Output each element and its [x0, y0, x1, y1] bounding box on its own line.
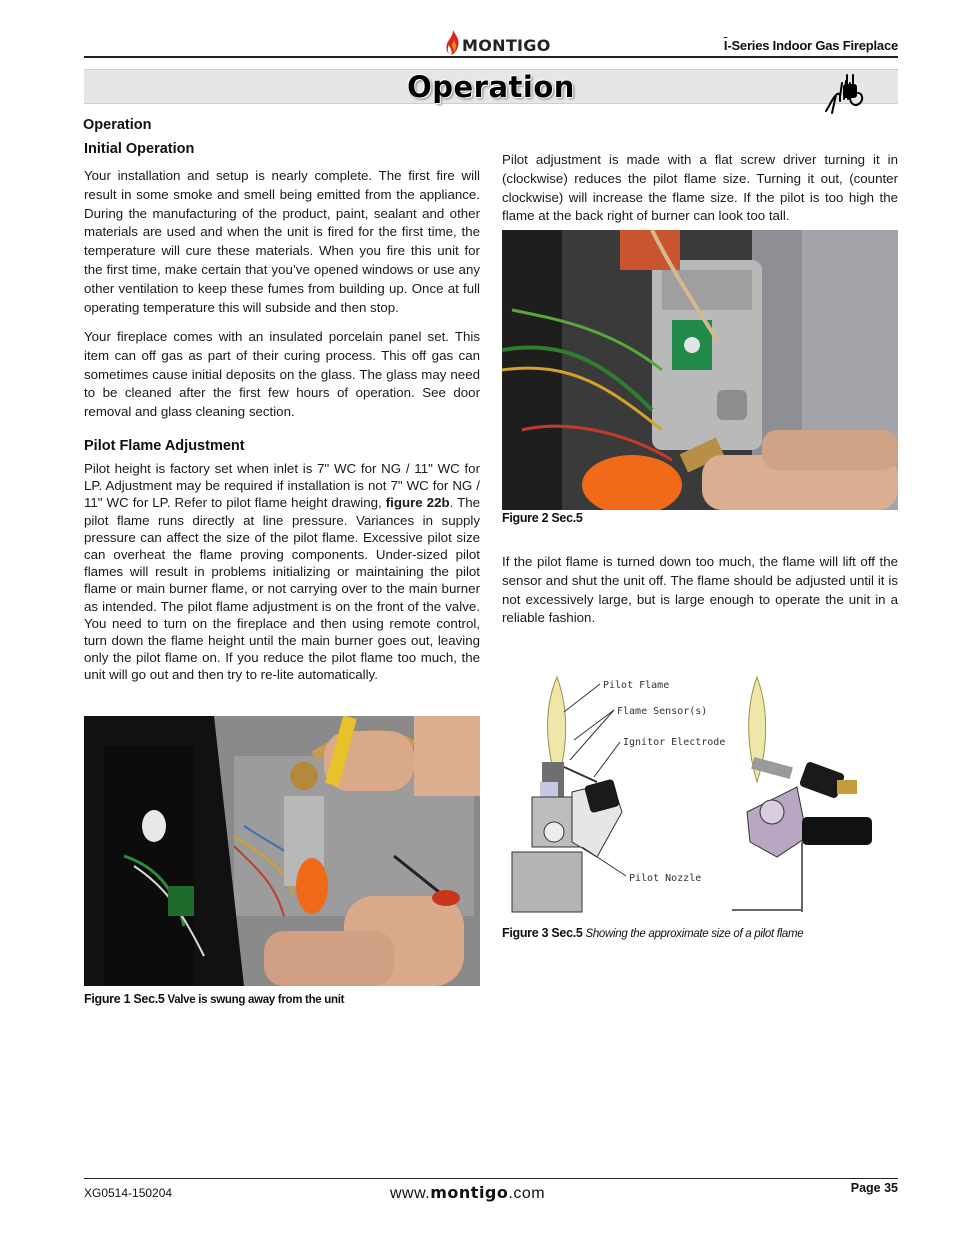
footer-rule — [84, 1178, 898, 1179]
figure-3-caption — [502, 926, 803, 940]
pilot-text-b: . The pilot flame runs directly at line pressure. Variances in supply pressure can affect the size of the pilot flame. Excessive pilot size can overheat the flame proving components. Under-sized pilot flames will result in problems initializing or maintaining the pilot flame or main burner flame, or not carrying over to the main burner as intended. The pilot flame adjustment is on the front of the valve. You need to turn on the fireplace and then using remote control, turn down the flame height until the main burner goes out, leaving only the pilot flame on. If you reduce the pilot flame too much, the unit will go out and then try to re-lite automatically. — [84, 495, 481, 683]
figure-3-pilot-diagram — [502, 672, 898, 917]
section-title-band — [84, 69, 898, 104]
figure-2-caption — [502, 511, 583, 525]
series-title — [724, 38, 898, 53]
valve-closeup-illustration — [502, 230, 898, 510]
brand-name: MONTIGO — [462, 36, 551, 55]
header-rule — [84, 56, 898, 58]
montigo-logo — [446, 24, 551, 56]
figure-2-label: Figure 2 Sec.5 — [502, 511, 583, 525]
website-url[interactable] — [390, 1183, 545, 1203]
pilot-adjustment-paragraph: Pilot adjustment is made with a flat screw driver turning it in (clockwise) reduces the pilot flame size. Turning it out, (counter clockwise) will increase the flame size. If the pilot is too high the flame at the back right of burner can look too tall. — [502, 152, 898, 224]
initial-operation-paragraph-1: Your installation and setup is nearly complete. The first fire will result in some smoke and smell being emitted from the appliance. During the manufacturing of the product, paint, sealant and other materials are used and when the unit is fired for the first time, the temperature will cure these materials. When you fire this unit for the first time, make certain that you’ve opened windows or use any other ventilation to keep these fumes from building up. Once at full operating temperature this will subside and then stop. — [84, 168, 480, 315]
document-number: XG0514-150204 — [84, 1186, 173, 1200]
figure-3-text: Showing the approximate size of a pilot flame — [582, 928, 804, 940]
page-number: Page 35 — [850, 1181, 898, 1195]
label-ignitor-electrode: Ignitor Electrode — [623, 737, 726, 748]
figure-2-photo — [502, 230, 898, 510]
figure-3-label: Figure 3 Sec.5 — [502, 926, 583, 940]
figure-1-label: Figure 1 Sec.5 — [84, 992, 165, 1006]
series-prefix: $\overline{I}$ — [723, 38, 728, 53]
label-pilot-nozzle: Pilot Nozzle — [629, 873, 702, 884]
hand-plug-icon — [820, 71, 868, 115]
page-title: Operation — [407, 70, 575, 104]
figure-1-text: Valve is swung away from the unit — [164, 994, 345, 1006]
label-flame-sensor: Flame Sensor(s) — [617, 706, 708, 717]
pilot-text-a: Pilot height is factory set when inlet is 7" WC for NG / 11" WC for LP. Adjustment may be required if installation is not 7" WC for NG / 11" WC for LP. Refer to pilot flame height drawing, — [84, 461, 480, 511]
web-suffix: .com — [508, 1185, 546, 1202]
figure-reference-link[interactable]: figure 22b — [385, 495, 450, 511]
pilot-flame-paragraph — [84, 460, 480, 684]
initial-operation-paragraph-2: Your fireplace comes with an insulated porcelain panel set. This item can off gas as part of their curing process. This off gas can sometimes cause initial deposits on the glass. The glass may need to be cleaned after the first few hours of operation. See door removal and glass cleaning section. — [84, 329, 480, 420]
flame-logo-icon — [446, 30, 460, 56]
section-label: Operation — [83, 117, 152, 133]
web-prefix: www. — [390, 1185, 431, 1202]
valve-photo-illustration — [84, 716, 480, 986]
web-brand: montigo — [430, 1183, 509, 1202]
pilot-lift-off-paragraph: If the pilot flame is turned down too much, the flame will lift off the sensor and shut the unit off. The flame should be adjusted until it is not excessively large, but is large enough to operate the unit in a reliable fashion. — [502, 554, 898, 626]
series-rest: -Series Indoor Gas Fireplace — [727, 38, 898, 53]
pilot-flame-heading: Pilot Flame Adjustment — [84, 438, 245, 454]
label-pilot-flame: Pilot Flame — [603, 680, 670, 691]
figure-1-photo — [84, 716, 480, 986]
initial-operation-heading: Initial Operation — [84, 141, 195, 157]
figure-1-caption — [84, 992, 344, 1006]
